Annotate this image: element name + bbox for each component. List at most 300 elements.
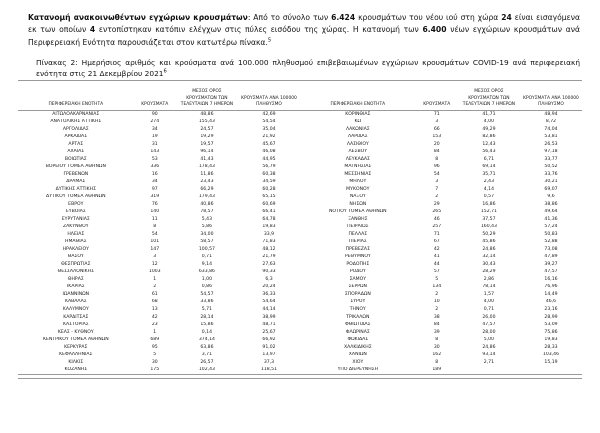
table-row xyxy=(18,194,300,202)
cell-cases: 7 xyxy=(435,186,439,192)
cell-cases: 31 xyxy=(151,141,158,147)
header-avg7-line1-right: ΜΕΣΟΣ ΟΡΟΣ xyxy=(474,89,504,95)
cell-region: ΚΑΣΤΟΡΙΑΣ xyxy=(62,322,89,328)
cell-avg7: 152,71 xyxy=(480,209,497,215)
cell-per100k: 36,33 xyxy=(262,291,276,297)
cell-cases: 38 xyxy=(433,314,440,320)
table-row xyxy=(300,284,582,292)
cell-cases: 8 xyxy=(435,359,439,365)
table-top-rule xyxy=(18,80,582,81)
cell-cases: 42 xyxy=(433,246,440,252)
cell-per100k: 44,95 xyxy=(262,156,276,162)
table-row xyxy=(18,164,300,172)
cell-cases: 143 xyxy=(150,149,160,155)
cell-cases: 274 xyxy=(150,119,160,125)
cell-region: ΚΕΑΣ - ΚΥΘΝΟΥ xyxy=(57,329,94,335)
table-row xyxy=(300,329,582,337)
cell-per100k: 103,46 xyxy=(542,352,559,358)
cell-cases: 10 xyxy=(433,299,440,305)
table-row xyxy=(300,231,582,239)
cell-cases: 46 xyxy=(433,216,440,222)
cell-region: ΛΕΥΚΑΔΑΣ xyxy=(345,156,370,162)
header-avg7-line3-right: ΤΕΛΕΥΤΑΙΩΝ 7 ΗΜΕΡΩΝ xyxy=(462,102,516,108)
cell-cases: 134 xyxy=(432,284,442,290)
cell-cases: 3 xyxy=(435,179,439,185)
cell-avg7: 0,86 xyxy=(201,284,213,290)
cell-region: ΕΒΡΟΥ xyxy=(68,201,84,207)
table-row xyxy=(300,314,582,322)
table-row xyxy=(18,344,300,352)
cell-avg7: 30,43 xyxy=(482,261,496,267)
cell-per100k: 21,79 xyxy=(262,254,276,260)
table-row xyxy=(18,156,300,164)
header-avg7-line1-left: ΜΕΣΟΣ ΟΡΟΣ xyxy=(192,89,222,95)
cell-avg7: 54,57 xyxy=(200,291,214,297)
header-spacer-cases-left xyxy=(134,89,176,96)
cell-avg7: 6,71 xyxy=(483,156,495,162)
cell-cases: 336 xyxy=(150,164,160,170)
cell-per100k: 69,07 xyxy=(544,186,558,192)
cell-per100k: 9,6 xyxy=(547,194,555,200)
cell-per100k: 66,92 xyxy=(262,337,276,343)
cell-per100k: 14,49 xyxy=(544,291,558,297)
cell-per100k: 60,28 xyxy=(262,186,276,192)
cell-region: ΚΙΛΚΙΣ xyxy=(68,359,84,365)
cell-avg7: 96,14 xyxy=(200,149,214,155)
table-row xyxy=(18,246,300,254)
cell-per100k: 41,36 xyxy=(544,216,558,222)
cell-region: ΜΕΣΣΗΝΙΑΣ xyxy=(344,171,372,177)
table-row xyxy=(18,141,300,149)
imported-cases-value: 24 xyxy=(501,13,512,22)
cell-per100k: 34,59 xyxy=(262,179,276,185)
cell-avg7: 23,43 xyxy=(200,179,214,185)
table-row xyxy=(300,337,582,345)
table-row xyxy=(300,179,582,187)
cell-region: ΓΡΕΒΕΝΩΝ xyxy=(63,171,89,177)
cell-cases: 153 xyxy=(432,134,442,140)
cell-per100k: 52,88 xyxy=(544,239,558,245)
intro-text-4: εντοπίστηκαν κατόπιν ελέγχων στις πύλες εισόδου της χώρας. Η κατανομή των xyxy=(95,25,423,35)
table-row xyxy=(18,284,300,292)
cell-per100k: 46,08 xyxy=(262,149,276,155)
footnote-marker-5: 5 xyxy=(267,37,272,44)
cell-region: ΞΑΝΘΗΣ xyxy=(348,216,368,222)
table-row xyxy=(300,344,582,352)
table-row xyxy=(18,224,300,232)
cell-region: ΔΥΤΙΚΟΥ ΤΟΜΕΑ ΑΘΗΝΩΝ xyxy=(46,194,106,200)
header-avg7-line3-left: ΤΕΛΕΥΤΑΙΩΝ 7 ΗΜΕΡΩΝ xyxy=(180,102,234,108)
cell-avg7: 1,57 xyxy=(483,291,495,297)
cell-avg7: 48,86 xyxy=(200,111,214,117)
cell-cases: 2 xyxy=(435,306,439,312)
table-row xyxy=(300,276,582,284)
table-row xyxy=(300,194,582,202)
cell-region: ΦΩΚΙΔΑΣ xyxy=(347,337,369,343)
table-row xyxy=(300,209,582,217)
cell-region: ΚΩ xyxy=(354,119,362,125)
cell-per100k: 75,86 xyxy=(544,329,558,335)
domestic-cases-value: 6.400 xyxy=(422,25,447,35)
cell-region: ΑΙΤΩΛΟΑΚΑΡΝΑΝΙΑΣ xyxy=(52,111,100,117)
cell-per100k: 53,09 xyxy=(544,322,558,328)
cell-per100k: 44,14 xyxy=(262,306,276,312)
cell-cases: 257 xyxy=(432,224,442,230)
table-row xyxy=(18,111,300,119)
header-spacer-per100k-right xyxy=(520,89,582,96)
cell-per100k: 97,18 xyxy=(544,149,558,155)
cell-cases: 12 xyxy=(151,261,158,267)
cell-region: ΧΑΝΙΩΝ xyxy=(348,352,367,358)
header-per100k-line2-right: ΠΛΗΘΥΣΜΟ xyxy=(538,102,564,108)
cell-region: ΕΥΒΟΙΑΣ xyxy=(65,209,86,215)
cell-avg7: 2,43 xyxy=(483,179,495,185)
cell-cases: 41 xyxy=(433,254,440,260)
cell-region: ΤΡΙΚΑΛΩΝ xyxy=(346,314,370,320)
table-row xyxy=(300,201,582,209)
header-row-labels-left xyxy=(18,96,300,111)
cell-per100k: 39,27 xyxy=(544,261,558,267)
table-row xyxy=(18,367,300,375)
cell-cases: 71 xyxy=(433,231,440,237)
table-row xyxy=(18,337,300,345)
cell-cases: 67 xyxy=(433,239,440,245)
cell-avg7: 41,71 xyxy=(482,111,496,117)
cell-avg7: 5,43 xyxy=(201,216,213,222)
header-region-left: ΠΕΡΙΦΕΡΕΙΑΚΗ ΕΝΟΤΗΤΑ xyxy=(18,96,134,111)
cell-cases: 319 xyxy=(150,194,160,200)
cell-avg7: 2,86 xyxy=(483,276,495,282)
cell-avg7: 12,43 xyxy=(482,141,496,147)
header-per100k-line2-left: ΠΛΗΘΥΣΜΟ xyxy=(256,102,282,108)
header-spacer-region-left xyxy=(18,89,134,96)
cell-avg7: 3,71 xyxy=(201,352,213,358)
table-row xyxy=(18,261,300,269)
cell-cases: 2 xyxy=(435,291,439,297)
table-row xyxy=(18,254,300,262)
cell-cases: 19 xyxy=(151,134,158,140)
cell-cases: 8 xyxy=(435,337,439,343)
cell-avg7: 374,14 xyxy=(198,337,215,343)
table-row xyxy=(300,367,582,375)
cell-cases: 8 xyxy=(153,224,157,230)
cell-avg7: 179,43 xyxy=(198,194,215,200)
table-head-left xyxy=(18,89,300,111)
cell-cases: 54 xyxy=(151,231,158,237)
table-row xyxy=(300,164,582,172)
cell-region: ΠΕΛΛΑΣ xyxy=(348,231,368,237)
cell-per100k: 48,12 xyxy=(262,246,276,252)
cell-region: ΑΧΑΪΑΣ xyxy=(67,149,85,155)
table-row xyxy=(300,216,582,224)
header-avg7-line2-left: ΚΡΟΥΣΜΑΤΩΝ ΤΩΝ xyxy=(186,95,228,101)
header-per100k-line1-left: ΚΡΟΥΣΜΑΤΑ ΑΝΑ 100000 xyxy=(241,95,297,101)
cell-per100k xyxy=(520,367,582,375)
cell-per100k: 21,92 xyxy=(262,134,276,140)
cell-avg7: 34,00 xyxy=(200,231,214,237)
cell-cases: 34 xyxy=(151,126,158,132)
cell-avg7: 40,86 xyxy=(200,201,214,207)
table-row xyxy=(18,171,300,179)
table-row xyxy=(300,126,582,134)
cell-per100k: 65,15 xyxy=(262,194,276,200)
table-row xyxy=(300,269,582,277)
cell-avg7: 66,29 xyxy=(200,186,214,192)
table-row xyxy=(300,119,582,127)
cell-per100k: 54,64 xyxy=(262,299,276,305)
cell-region: ΠΕΙΡΑΙΩΣ xyxy=(347,224,369,230)
cell-region: ΠΡΕΒΕΖΑΣ xyxy=(345,246,370,252)
cell-region: ΚΟΖΑΝΗΣ xyxy=(18,367,134,375)
header-region-right: ΠΕΡΙΦΕΡΕΙΑΚΗ ΕΝΟΤΗΤΑ xyxy=(300,96,416,111)
cell-region: ΥΠΟ ΔΙΕΡΕΥΝΗΣΗ xyxy=(300,367,416,375)
cases-table-left xyxy=(18,89,300,375)
cell-region: ΗΜΑΘΙΑΣ xyxy=(65,239,87,245)
cell-per100k: 56,79 xyxy=(262,164,276,170)
cell-region: ΘΑΣΟΥ xyxy=(67,254,84,260)
header-per100k-line1-right: ΚΡΟΥΣΜΑΤΑ ΑΝΑ 100000 xyxy=(523,95,579,101)
cell-region: ΙΚΑΡΙΑΣ xyxy=(66,284,85,290)
cell-avg7: 49,29 xyxy=(482,126,496,132)
cell-per100k: 30,21 xyxy=(544,179,558,185)
cell-cases: 2 xyxy=(435,194,439,200)
cell-avg7: 28,29 xyxy=(482,269,496,275)
table-row xyxy=(18,291,300,299)
cell-per100k: 37,3 xyxy=(263,359,275,365)
cell-per100k: 73,08 xyxy=(544,246,558,252)
cell-region: ΑΡΓΟΛΙΔΑΣ xyxy=(62,126,89,132)
cell-per100k: 91,02 xyxy=(262,344,276,350)
cell-region: ΘΗΡΑΣ xyxy=(67,276,84,282)
header-avg7-left xyxy=(176,96,238,111)
cell-avg7: 5,00 xyxy=(483,337,495,343)
table-row xyxy=(300,306,582,314)
cell-cases: 96 xyxy=(433,164,440,170)
cell-avg7: 50,29 xyxy=(482,231,496,237)
footnote-marker-6: 6 xyxy=(163,68,167,75)
cell-avg7: 178,43 xyxy=(198,164,215,170)
cell-avg7: 56,43 xyxy=(482,149,496,155)
cell-avg7: 160,43 xyxy=(480,224,497,230)
header-spacer-region-right xyxy=(300,89,416,96)
cell-per100k: 48,71 xyxy=(262,322,276,328)
cell-per100k: 47,57 xyxy=(544,269,558,275)
table-row xyxy=(18,329,300,337)
table-body-right xyxy=(300,111,582,375)
table-row xyxy=(18,269,300,277)
cell-avg7: 33,86 xyxy=(200,299,214,305)
cell-region: ΦΘΙΩΤΙΔΑΣ xyxy=(345,322,371,328)
cell-region: ΝΑΞΟΥ xyxy=(349,194,366,200)
cell-avg7: 24,57 xyxy=(200,126,214,132)
cell-avg7: 4,00 xyxy=(483,119,495,125)
cell-cases: 84 xyxy=(433,149,440,155)
cell-cases: 84 xyxy=(433,322,440,328)
cell-avg7: 82,86 xyxy=(482,134,496,140)
cell-region: ΡΟΔΟΠΗΣ xyxy=(346,261,370,267)
cell-per100k: 38,99 xyxy=(262,314,276,320)
cell-region: ΛΕΣΒΟΥ xyxy=(348,149,368,155)
cell-per100k: 50,83 xyxy=(544,231,558,237)
table-row xyxy=(18,179,300,187)
table-row xyxy=(300,359,582,367)
cell-per100k: 71,83 xyxy=(262,239,276,245)
cell-per100k: 27,63 xyxy=(262,261,276,267)
header-per100k-right xyxy=(520,96,582,111)
intro-text-5: νέων εγχώριων κρουσμάτων ανά Περιφερειακή Ενότητα παρουσιάζεται στον κατωτέρω πίνακα. xyxy=(28,25,580,47)
cell-cases: 5 xyxy=(435,276,439,282)
cell-per100k: 26,53 xyxy=(544,141,558,147)
cell-avg7: 26,57 xyxy=(200,359,214,365)
cell-region: ΧΑΛΚΙΔΙΚΗΣ xyxy=(343,344,372,350)
cell-avg7: 47,57 xyxy=(482,322,496,328)
cell-avg7: 58,57 xyxy=(200,239,214,245)
cell-region: ΛΑΡΙΔΑΣ xyxy=(348,134,368,140)
table-row xyxy=(18,299,300,307)
cell-avg7: 26,00 xyxy=(482,314,496,320)
cell-per100k: 45,67 xyxy=(262,141,276,147)
cell-region: ΒΟΙΩΤΙΑΣ xyxy=(64,156,87,162)
cell-avg7: 0,57 xyxy=(483,194,495,200)
cell-cases: 30 xyxy=(151,359,158,365)
cell-avg7: 78,14 xyxy=(482,284,496,290)
table-caption xyxy=(14,57,586,80)
cell-per100k: 28,33 xyxy=(544,344,558,350)
cell-cases: 54 xyxy=(433,171,440,177)
cell-avg7: 78,57 xyxy=(200,209,214,215)
cell-avg7: 0,71 xyxy=(483,306,495,312)
table-row xyxy=(300,261,582,269)
cell-per100k: 66,41 xyxy=(262,209,276,215)
table-row xyxy=(18,216,300,224)
intro-text-1: Από το σύνολο των xyxy=(250,13,332,22)
cell-per100k: 47,89 xyxy=(544,254,558,260)
cell-region: ΛΑΚΩΝΙΑΣ xyxy=(345,126,370,132)
cell-region: ΘΕΣΠΡΩΤΙΑΣ xyxy=(61,261,91,267)
cell-avg7: 24,86 xyxy=(482,344,496,350)
table-row xyxy=(300,254,582,262)
table-head-right xyxy=(300,89,582,111)
table-row xyxy=(18,231,300,239)
cell-cases: 101 xyxy=(150,239,160,245)
cell-region: ΧΙΟΥ xyxy=(352,359,364,365)
cell-cases: 5 xyxy=(153,352,157,358)
cell-region: ΑΡΤΑΣ xyxy=(68,141,84,147)
caption-label: Πίνακας 2: xyxy=(36,57,78,67)
cell-avg7: 37,57 xyxy=(482,216,496,222)
table-row xyxy=(300,239,582,247)
table-row xyxy=(18,359,300,367)
cell-per100k: 64,78 xyxy=(262,216,276,222)
cell-avg7: 11,86 xyxy=(200,171,214,177)
intro-text-3: είναι εισαγόμενα εκ των οποίων xyxy=(28,13,580,35)
cell-cases: 95 xyxy=(151,344,158,350)
cell-cases: 57 xyxy=(433,269,440,275)
table-row xyxy=(18,239,300,247)
cell-per100k: 74,04 xyxy=(544,126,558,132)
cell-avg7: 1,00 xyxy=(201,276,213,282)
cell-cases: 689 xyxy=(150,337,160,343)
table-bottom-rule xyxy=(18,378,582,379)
cell-region: ΜΑΓΝΗΣΙΑΣ xyxy=(344,164,372,170)
cell-avg7: 633,86 xyxy=(198,269,215,275)
cell-region: ΙΩΑΝΝΙΝΩΝ xyxy=(62,291,90,297)
cell-cases: 97 xyxy=(151,186,158,192)
cell-cases: 30 xyxy=(433,344,440,350)
cell-per100k: 53,81 xyxy=(544,134,558,140)
cell-avg7: 28,00 xyxy=(482,329,496,335)
cell-region: ΔΡΑΜΑΣ xyxy=(66,179,86,185)
cell-avg7: 19,57 xyxy=(200,141,214,147)
cell-avg7: 32,14 xyxy=(482,254,496,260)
cell-region: ΚΕΡΚΥΡΑΣ xyxy=(64,344,88,350)
cell-per100k: 23,16 xyxy=(544,306,558,312)
table-row xyxy=(18,119,300,127)
cell-per100k: 50,52 xyxy=(544,164,558,170)
cell-region: ΑΡΚΑΔΙΑΣ xyxy=(64,134,88,140)
cell-region: ΣΕΡΡΩΝ xyxy=(348,284,367,290)
header-per100k-left xyxy=(238,96,300,111)
table-row xyxy=(300,149,582,157)
cell-per100k: 54,54 xyxy=(262,119,276,125)
table-row xyxy=(18,306,300,314)
cell-avg7: 4,14 xyxy=(483,186,495,192)
cell-region: ΝΗΣΩΝ xyxy=(349,201,367,207)
cell-per100k: 38,86 xyxy=(544,201,558,207)
cell-cases: 147 xyxy=(150,246,160,252)
cell-region: ΣΑΜΟΥ xyxy=(349,276,367,282)
cell-per100k: 33,9 xyxy=(263,231,275,237)
table-row xyxy=(300,141,582,149)
cell-avg7: 4,00 xyxy=(483,299,495,305)
cell-cases: 2 xyxy=(153,284,157,290)
cell-cases: 1003 xyxy=(148,269,161,275)
cell-region: ΚΑΛΥΜΝΟΥ xyxy=(62,306,89,312)
cell-avg7: 102,43 xyxy=(176,367,238,375)
header-spacer-per100k-left xyxy=(238,89,300,96)
table-row xyxy=(300,134,582,142)
cell-region: ΘΕΣΣΑΛΟΝΙΚΗΣ xyxy=(57,269,94,275)
cell-cases: 71 xyxy=(433,111,440,117)
cell-region: ΕΥΡΥΤΑΝΙΑΣ xyxy=(61,216,90,222)
cell-region: ΤΗΝΟΥ xyxy=(349,306,366,312)
total-cases-value: 6.424 xyxy=(331,13,356,22)
cell-cases: 16 xyxy=(151,171,158,177)
cell-region: ΣΠΟΡΑΔΩΝ xyxy=(344,291,371,297)
cell-per100k: 33,77 xyxy=(544,156,558,162)
cell-avg7: 100,57 xyxy=(198,246,215,252)
cell-avg7: 155,43 xyxy=(198,119,215,125)
cell-region: ΜΗΛΟΥ xyxy=(349,179,367,185)
cell-cases: 11 xyxy=(151,216,158,222)
cell-cases: 44 xyxy=(433,261,440,267)
cell-cases: 66 xyxy=(433,126,440,132)
cell-avg7: 93,14 xyxy=(482,352,496,358)
cell-region: ΣΥΡΟΥ xyxy=(350,299,366,305)
cell-avg7: 9,14 xyxy=(201,261,213,267)
header-row-top-right xyxy=(300,89,582,96)
table-row xyxy=(300,246,582,254)
table-row xyxy=(300,352,582,360)
cell-region: ΑΝΑΤΟΛΙΚΗΣ ΑΤΤΙΚΗΣ xyxy=(50,119,102,125)
header-avg7-line2-right: ΚΡΟΥΣΜΑΤΩΝ ΤΩΝ xyxy=(468,95,510,101)
cell-per100k: 19,83 xyxy=(262,224,276,230)
table-row xyxy=(300,322,582,330)
cell-avg7: 2,71 xyxy=(483,359,495,365)
cell-region: ΒΟΡΕΙΟΥ ΤΟΜΕΑ ΑΘΗΝΩΝ xyxy=(45,164,106,170)
cell-region: ΝΟΤΙΟΥ ΤΟΜΕΑ ΑΘΗΝΩΝ xyxy=(329,209,387,215)
intro-colon: : xyxy=(247,13,251,22)
